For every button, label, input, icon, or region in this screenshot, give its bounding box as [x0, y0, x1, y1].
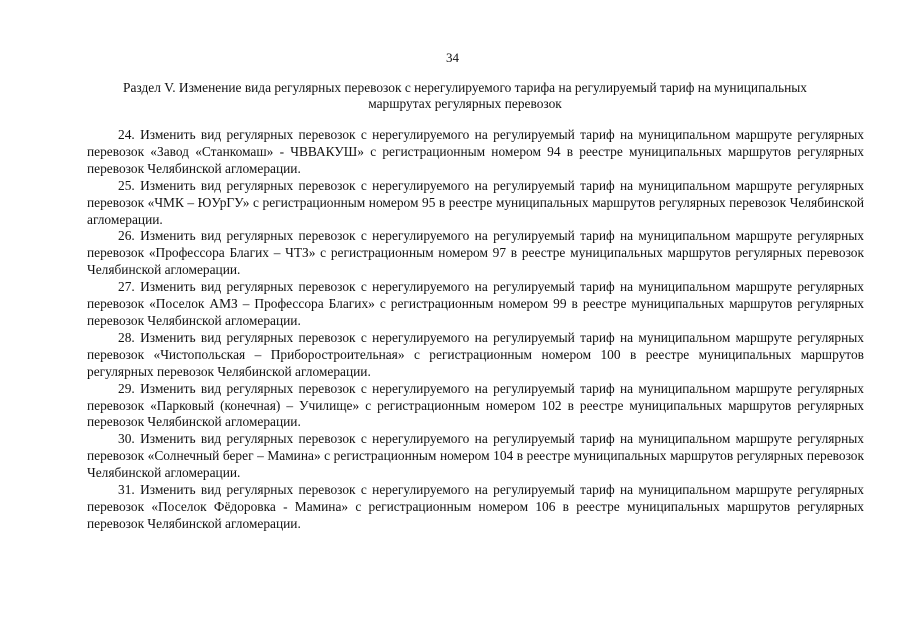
list-item-30: 30. Изменить вид регулярных перевозок с нерегулируемого на регулируемый тариф на муниципальном маршруте регулярных перевозок «Солнечный берег – Мамина» с регистрационным номером 104 в реестре муниципальных маршрутов регулярных перевозок Челябинской агломерации.: [87, 431, 864, 481]
list-item-31: 31. Изменить вид регулярных перевозок с нерегулируемого на регулируемый тариф на муниципальном маршруте регулярных перевозок «Поселок Фёдоровка - Мамина» с регистрационным номером 106 в реестре муниципальных маршрутов регулярных перевозок Челябинской агломерации.: [87, 482, 864, 531]
section-title: Раздел V. Изменение вида регулярных перевозок с нерегулируемого тарифа на регулируемый тариф на муниципальных маршрутах регулярных перевозок: [123, 80, 807, 111]
list-item-27: 27. Изменить вид регулярных перевозок с нерегулируемого на регулируемый тариф на муниципальном маршруте регулярных перевозок «Поселок АМЗ – Профессора Благих» с регистрационным номером 99 в реестре муниципальных маршрутов регулярных перевозок Челябинской агломерации.: [87, 279, 864, 328]
list-item-29: 29. Изменить вид регулярных перевозок с нерегулируемого на регулируемый тариф на муниципальном маршруте регулярных перевозок «Парковый (конечная) – Училище» с регистрационным номером 102 в реестре муниципальных маршрутов регулярных перевозок Челябинской агломерации.: [87, 380, 864, 430]
list-item-25: 25. Изменить вид регулярных перевозок с нерегулируемого на регулируемый тариф на муниципальном маршруте регулярных перевозок «ЧМК – ЮУрГУ» с регистрационным номером 95 в реестре муниципальных маршрутов регулярных перевозок Челябинской агломерации.: [87, 177, 864, 227]
list-item-26: 26. Изменить вид регулярных перевозок с нерегулируемого на регулируемый тариф на муниципальном маршруте регулярных перевозок «Профессора Благих – ЧТЗ» с регистрационным номером 97 в реестре муниципальных маршрутов регулярных перевозок Челябинской агломерации.: [87, 228, 864, 278]
list-item-28: 28. Изменить вид регулярных перевозок с нерегулируемого на регулируемый тариф на муниципальном маршруте регулярных перевозок «Чистопольская – Приборостроительная» с регистрационным номером 100 в реестре муниципальных маршрутов регулярных перевозок Челябинской агломерации.: [87, 329, 864, 379]
items-list: [87, 127, 864, 533]
page-number: 34: [446, 50, 459, 65]
list-item-24: 24. Изменить вид регулярных перевозок с нерегулируемого на регулируемый тариф на муниципальном маршруте регулярных перевозок «Завод «Станкомаш» - ЧВВАКУШ» с регистрационным номером 94 в реестре муниципальных маршрутов регулярных перевозок Челябинской агломерации.: [87, 127, 864, 176]
